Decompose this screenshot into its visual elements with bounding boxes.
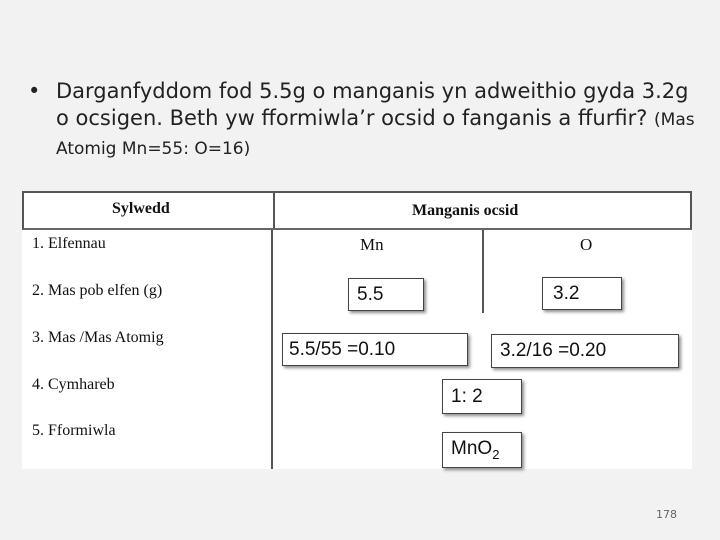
page-number: 178 (656, 508, 677, 521)
column-divider (271, 230, 273, 469)
formula-table (22, 191, 692, 469)
question-note: (Mas Atomig Mn=55: O=16) (56, 110, 695, 159)
row-label-mass: 2. Mas pob elfen (g) (32, 282, 163, 299)
answer-formula (442, 432, 522, 468)
header-manganese-oxide: Manganis ocsid (412, 202, 519, 219)
formula-text: MnO$_2$ (451, 438, 500, 462)
bullet-symbol: • (28, 79, 41, 103)
question-main: Darganfyddom fod 5.5g o manganis yn adweithio gyda 3.2g o ocsigen. Beth yw fformiwla’r ocsid o fanganis a ffurfir? (56, 79, 689, 130)
header-substance: Sylwedd (112, 200, 170, 217)
row-label-elements: 1. Elfennau (32, 235, 106, 252)
row-label-formula: 5. Fformiwla (32, 422, 116, 439)
question-bullet (28, 78, 698, 163)
answer-ratio: 1: 2 (442, 379, 522, 414)
element-o: O (580, 235, 593, 254)
element-mn: Mn (360, 235, 384, 254)
row-label-ratio: 4. Cymhareb (32, 376, 115, 393)
row-label-moles: 3. Mas /Mas Atomig (32, 329, 164, 346)
answer-mass-o: 3.2 (542, 277, 622, 310)
answer-mass-mn: 5.5 (348, 278, 424, 311)
element-divider (482, 230, 484, 313)
answer-moles-mn: 5.5/55 =0.10 (282, 333, 468, 366)
answer-moles-o: 3.2/16 =0.20 (491, 334, 679, 368)
question-text (56, 78, 698, 163)
